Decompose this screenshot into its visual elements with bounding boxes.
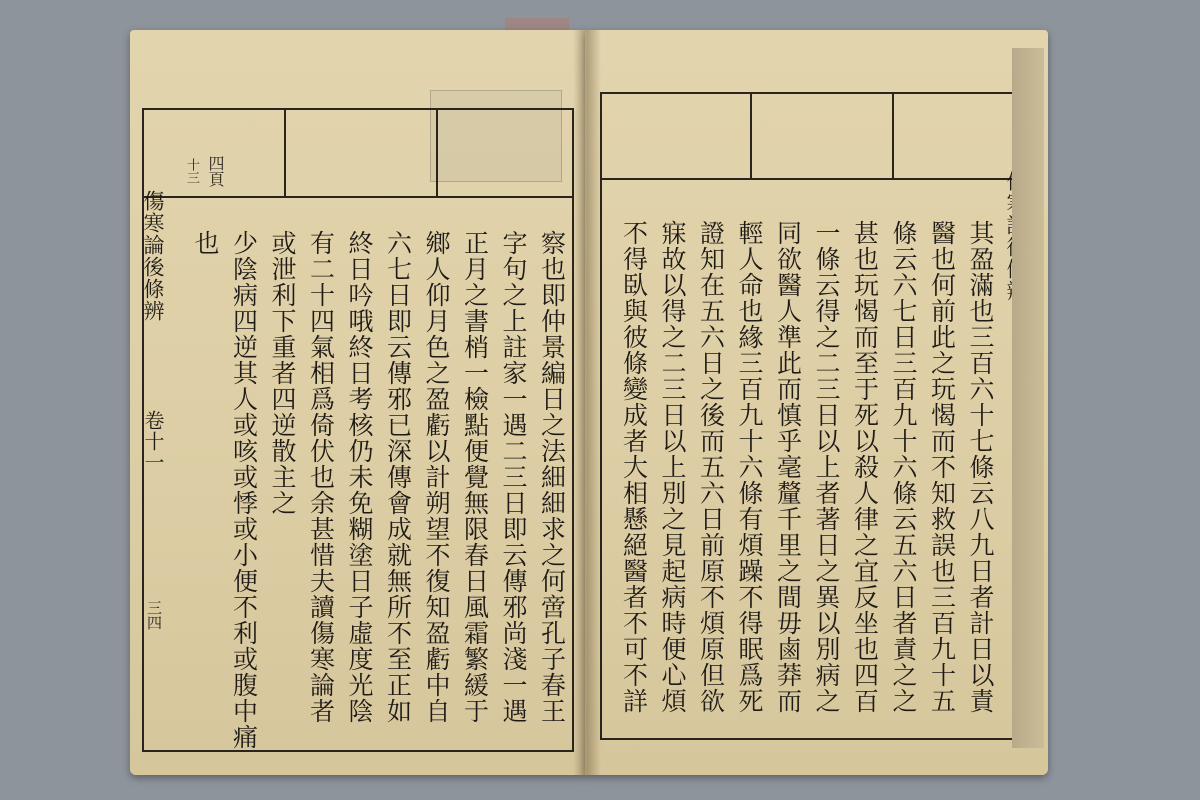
- text-column: 正月之書梢一檢點便覺無限春日風霜繁緩于: [460, 230, 490, 724]
- text-column: 醫也何前此之玩愒而不知救誤也三百九十五: [927, 220, 957, 714]
- volume-label: 卷十一: [141, 410, 165, 473]
- right-header-box: [600, 92, 1032, 180]
- header-divider: [892, 94, 894, 178]
- text-column: 甚也玩愒而至于死以殺人律之宜反坐也四百: [850, 220, 880, 714]
- text-column: 證知在五六日之後而五六日前原不煩原但欲: [696, 220, 726, 714]
- text-column: 也: [191, 230, 220, 256]
- text-column: 一條云得之二三日以上者著日之異以別病之: [812, 220, 841, 714]
- text-column: 條云六七日三百九十六條云五六日者責之之: [889, 220, 918, 714]
- text-column: 鄉人仰月色之盈虧以計朔望不復知盈虧中自: [422, 230, 451, 724]
- text-column: 終日吟哦終日考核仍未免糊塗日子虛度光陰: [345, 230, 374, 724]
- text-column: 寐故以得之二三日以上別之見起病時便心煩: [658, 220, 687, 714]
- text-column: 有二十四氣相爲倚伏也余甚惜夫讀傷寒論者: [306, 230, 336, 724]
- text-column: 同欲醫人準此而慎乎毫釐千里之間毋鹵莽而: [773, 220, 803, 714]
- left-page: [130, 30, 585, 775]
- header-divider: [750, 94, 752, 178]
- open-book: [130, 30, 1050, 785]
- text-column: 字句之上註家一遇二三日即云傳邪尚淺一遇: [499, 230, 528, 724]
- book-gutter: [573, 30, 601, 775]
- page-edge-strip: [1012, 48, 1044, 748]
- folio-top: 四頁: [206, 155, 225, 187]
- text-column: 六七日即云傳邪已深傳會成就無所不至正如: [383, 230, 413, 724]
- text-column: 其盈滿也三百六十七條云八九日者計日以責: [966, 220, 995, 714]
- folio-top-small: 十三: [184, 158, 199, 184]
- text-column: 少陰病四逆其人或咳或悸或小便不利或腹中痛: [229, 230, 259, 750]
- folio-bottom: 三四: [145, 600, 163, 630]
- text-column: 不得臥與彼條變成者大相懸絕醫者不可不詳: [619, 220, 649, 714]
- header-divider: [436, 110, 438, 196]
- header-divider: [284, 110, 286, 196]
- text-column: 或泄利下重者四逆散主之: [268, 230, 297, 516]
- right-page: [585, 30, 1048, 775]
- text-column: 輕人命也緣三百九十六條有煩躁不得眠爲死: [735, 220, 764, 714]
- text-column: 察也即仲景編日之法細細求之何啻孔子春王: [537, 230, 567, 724]
- left-vertical-title: 傷寒論後條辨: [141, 190, 165, 322]
